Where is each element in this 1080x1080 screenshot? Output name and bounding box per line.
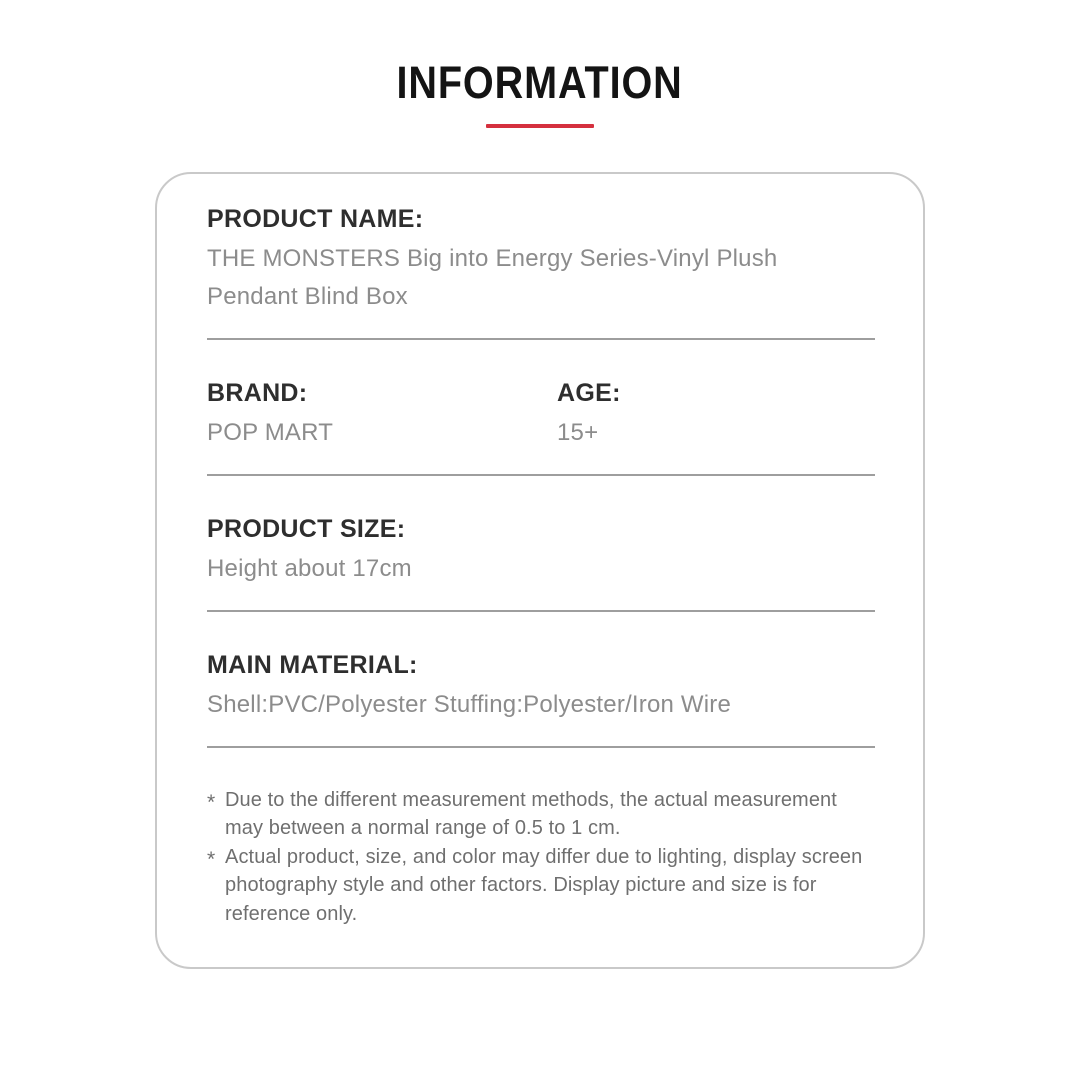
- product-name-label: PRODUCT NAME:: [207, 204, 424, 233]
- page-title: INFORMATION: [396, 57, 684, 108]
- section-main-material: [207, 650, 875, 724]
- disclaimer-notes: [207, 786, 875, 929]
- info-card: [155, 172, 925, 969]
- note-text: Due to the different measurement methods, the actual measurement may between a normal range of 0.5 to 1 cm.: [225, 788, 837, 839]
- product-name-value: THE MONSTERS Big into Energy Series-Vinyl Plush Pendant Blind Box: [207, 244, 778, 310]
- age-column: [557, 378, 875, 452]
- brand-label: BRAND:: [207, 378, 308, 407]
- divider: [207, 474, 875, 476]
- title-underline-accent: [486, 124, 594, 128]
- section-product-size: [207, 514, 875, 588]
- age-value: 15+: [557, 418, 599, 446]
- note-text: Actual product, size, and color may differ due to lighting, display screen photography style and other factors. Display picture and size is for reference only.: [225, 845, 863, 925]
- brand-value: POP MART: [207, 418, 334, 446]
- product-size-value: Height about 17cm: [207, 554, 412, 582]
- note-item: [207, 786, 875, 843]
- divider: [207, 338, 875, 340]
- main-material-label: MAIN MATERIAL:: [207, 650, 418, 679]
- asterisk-bullet: *: [207, 790, 216, 814]
- divider: [207, 610, 875, 612]
- section-brand-age: [207, 378, 875, 452]
- main-material-value: Shell:PVC/Polyester Stuffing:Polyester/Iron Wire: [207, 690, 732, 718]
- note-item: [207, 843, 875, 929]
- brand-column: [207, 378, 557, 452]
- product-size-label: PRODUCT SIZE:: [207, 514, 406, 543]
- divider: [207, 746, 875, 748]
- asterisk-bullet: *: [207, 847, 216, 871]
- age-label: AGE:: [557, 378, 621, 407]
- page-header: [0, 0, 1080, 128]
- section-product-name: [207, 204, 875, 316]
